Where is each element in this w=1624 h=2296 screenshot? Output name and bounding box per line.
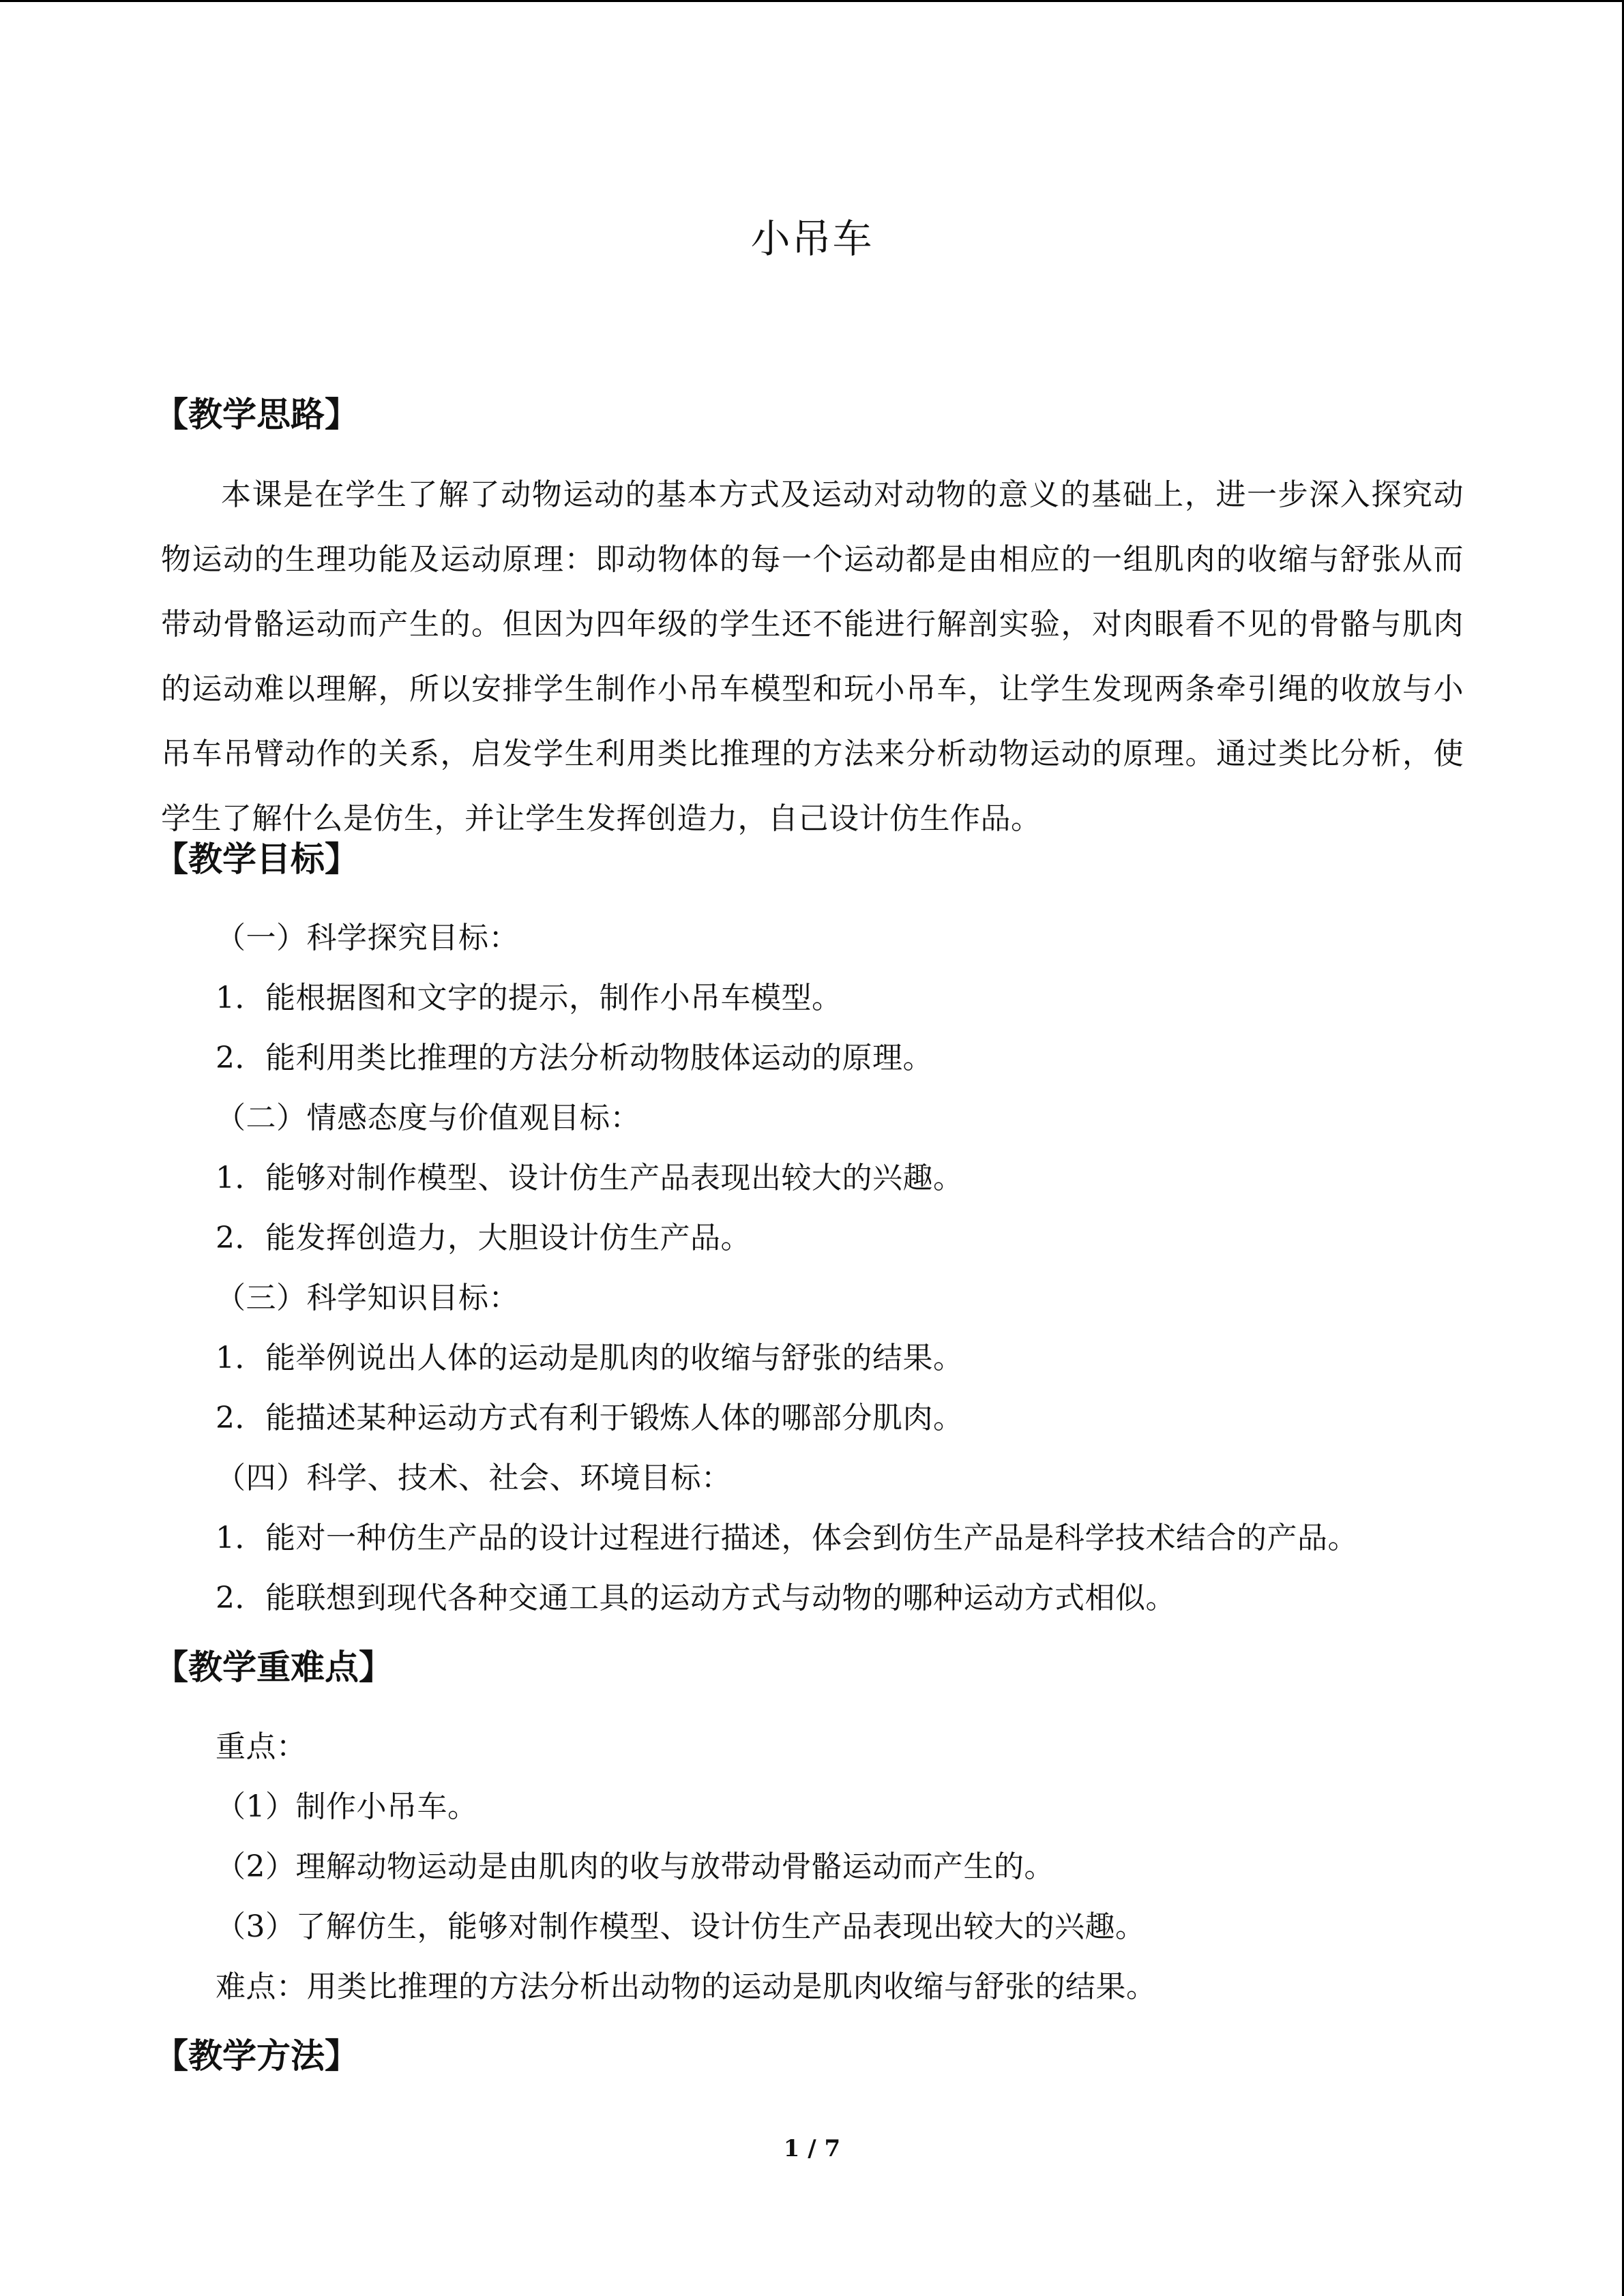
goal-subheading-2: （二）情感态度与价值观目标： (216, 1101, 640, 1135)
key-point-item: （3）了解仿生，能够对制作模型、设计仿生产品表现出较大的兴趣。 (216, 1909, 1146, 1944)
heading-teaching-methods: 【教学方法】 (154, 2036, 359, 2076)
page-number: 1 / 7 (783, 2135, 841, 2162)
goal-item: 1．能举例说出人体的运动是肌肉的收缩与舒张的结果。 (216, 1341, 964, 1375)
key-point-item: （2）理解动物运动是由肌肉的收与放带动骨骼运动而产生的。 (216, 1849, 1054, 1884)
page-top-border (0, 0, 1624, 2)
heading-teaching-goals: 【教学目标】 (154, 839, 359, 879)
heading-teaching-thinking: 【教学思路】 (154, 395, 359, 434)
heading-key-points: 【教学重难点】 (154, 1648, 393, 1687)
goal-subheading-3: （三）科学知识目标： (216, 1281, 519, 1315)
goal-item: 1．能根据图和文字的提示，制作小吊车模型。 (216, 981, 842, 1015)
key-point-item: （1）制作小吊车。 (216, 1789, 478, 1824)
goal-item: 2．能利用类比推理的方法分析动物肢体运动的原理。 (216, 1041, 933, 1075)
goal-item: 2．能描述某种运动方式有利于锻炼人体的哪部分肌肉。 (216, 1401, 964, 1435)
difficulty-point: 难点：用类比推理的方法分析出动物的运动是肌肉收缩与舒张的结果。 (216, 1969, 1157, 2004)
goal-item: 1．能够对制作模型、设计仿生产品表现出较大的兴趣。 (216, 1161, 964, 1195)
goal-item: 2．能联想到现代各种交通工具的运动方式与动物的哪种运动方式相似。 (216, 1581, 1176, 1615)
page-title: 小吊车 (750, 215, 874, 262)
goal-subheading-4: （四）科学、技术、社会、环境目标： (216, 1461, 732, 1495)
goal-subheading-1: （一）科学探究目标： (216, 921, 519, 955)
key-point-label: 重点： (216, 1729, 307, 1764)
goal-item: 2．能发挥创造力，大胆设计仿生产品。 (216, 1221, 751, 1255)
goal-item: 1．能对一种仿生产品的设计过程进行描述，体会到仿生产品是科学技术结合的产品。 (216, 1521, 1358, 1555)
paragraph-teaching-thinking: 本课是在学生了解了动物运动的基本方式及运动对动物的意义的基础上，进一步深入探究动物运动的生理功能及运动原理：即动物体的每一个运动都是由相应的一组肌肉的收缩与舒张从而带动骨骼运动而产生的。但因为四年级的学生还不能进行解剖实验，对肉眼看不见的骨骼与肌肉的运动难以理解，所以安排学生制作小吊车模型和玩小吊车，让学生发现两条牵引绳的收放与小吊车吊臂动作的关系，启发学生利用类比推理的方法来分析动物运动的原理。通过类比分析，使学生了解什么是仿生，并让学生发挥创造力，自己设计仿生作品。 (161, 477, 1464, 836)
